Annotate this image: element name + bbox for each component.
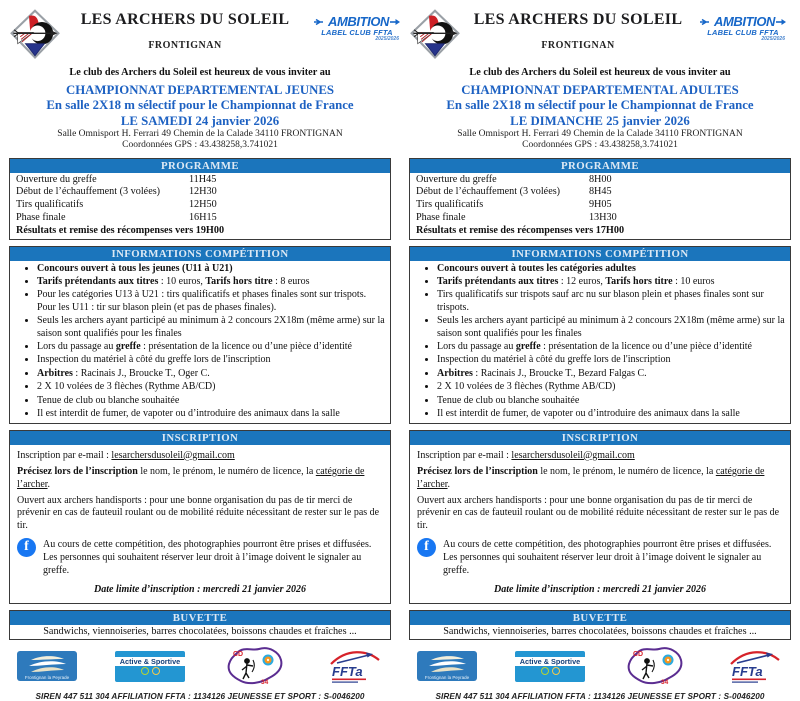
ambition-word: AMBITION bbox=[327, 14, 390, 29]
info-bullet bbox=[37, 408, 390, 420]
active-sportive-logo bbox=[115, 651, 185, 682]
text-run: : Racinais J., Broucke T., Oger C. bbox=[72, 367, 210, 379]
info-bullet bbox=[37, 341, 390, 353]
ambition-line1 bbox=[309, 15, 405, 29]
ambition-word: AMBITION bbox=[713, 14, 776, 29]
buvette-header: BUVETTE bbox=[410, 611, 790, 625]
programme-header: PROGRAMME bbox=[10, 159, 390, 173]
text-run: Seuls les archers ayant participé au minimum à 2 concours 2X18m (même arme) sur la saison sont qualifiés pour les finales bbox=[37, 315, 385, 339]
inscription-header: INSCRIPTION bbox=[10, 431, 390, 445]
laurel-rings-icon bbox=[541, 667, 560, 675]
arrow-right-icon bbox=[776, 18, 786, 26]
programme-row-label: Phase finale bbox=[416, 211, 466, 223]
ffta-logo bbox=[725, 646, 783, 686]
deadline-line: Date limite d’inscription : mercredi 21 janvier 2026 bbox=[494, 584, 706, 596]
text-run: Tarifs hors titre bbox=[605, 276, 673, 288]
text-run: : 8 euros bbox=[272, 276, 310, 288]
active-sportive-label: Active & Sportive bbox=[515, 657, 585, 666]
info-bullet bbox=[37, 315, 390, 340]
page-header bbox=[409, 8, 791, 61]
programme-row bbox=[416, 186, 784, 199]
invitation-line: Le club des Archers du Soleil est heureux de vous inviter au bbox=[69, 67, 331, 78]
dept-number: 34 bbox=[261, 679, 269, 687]
text-run: Tarifs hors titre bbox=[205, 276, 273, 288]
programme-table bbox=[410, 173, 790, 225]
text-run: : présentation de la licence ou d’une pièce d’identité bbox=[140, 340, 352, 352]
club-logo-icon bbox=[9, 9, 61, 61]
buvette-text: Sandwichs, viennoiseries, barres chocolatées, boissons chaudes et fraîches ... bbox=[443, 626, 757, 638]
photo-notice: Au cours de cette compétition, des photographies pourront être prises et diffusées. Les personnes qui souhaitent réserver leur droit à l’image doivent le signaler au greffe. bbox=[443, 539, 772, 576]
club-city: FRONTIGNAN bbox=[148, 40, 222, 51]
text-run: Tarifs prétendants aux titres bbox=[37, 276, 159, 288]
text-run: Arbitres bbox=[437, 367, 473, 379]
programme-row-label: Ouverture du greffe bbox=[16, 173, 97, 185]
inscription-header: INSCRIPTION bbox=[410, 431, 790, 445]
text-run: : présentation de la licence ou d’une pièce d’identité bbox=[540, 340, 752, 352]
programme-row-time: 11H45 bbox=[188, 173, 217, 185]
cd34-committee-logo bbox=[623, 644, 687, 688]
club-city: FRONTIGNAN bbox=[541, 40, 615, 51]
event-title-block bbox=[409, 83, 791, 152]
programme-row bbox=[416, 212, 784, 225]
event-gps: Coordonnées GPS : 43.438258,3.741021 bbox=[522, 140, 678, 151]
handisport-note: Ouvert aux archers handisports : pour une bonne organisation du pas de tir merci de prévenir en cas de fauteuil roulant ou de mobilité réduite nécessitant de rester sur le pas de tir. bbox=[17, 494, 380, 531]
programme-row-time: 16H15 bbox=[188, 211, 217, 223]
programme-row-label: Phase finale bbox=[16, 211, 66, 223]
cd-label: CD bbox=[233, 651, 244, 659]
competition-info-header: INFORMATIONS COMPÉTITION bbox=[10, 247, 390, 261]
email-line bbox=[417, 450, 783, 463]
club-logo-icon bbox=[409, 9, 461, 61]
programme-row bbox=[16, 174, 384, 187]
frontignan-city-logo bbox=[17, 651, 77, 681]
buvette-text: Sandwichs, viennoiseries, barres chocolatées, boissons chaudes et fraîches ... bbox=[43, 626, 357, 638]
frontignan-city-logo bbox=[417, 651, 477, 681]
page-header bbox=[9, 8, 399, 61]
active-sportive-label: Active & Sportive bbox=[115, 657, 185, 666]
info-bullet bbox=[437, 368, 790, 380]
event-subtitle: En salle 2X18 m sélectif pour le Championnat de France bbox=[46, 98, 354, 113]
arrow-left-icon bbox=[700, 18, 713, 26]
text-run: Précisez lors de l’inscription bbox=[17, 465, 138, 477]
email-link[interactable]: lesarchersdusoleil@gmail.com bbox=[511, 449, 635, 461]
text-run: Inscription par e-mail : bbox=[417, 449, 512, 461]
info-bullet bbox=[37, 289, 390, 314]
text-run: Arbitres bbox=[37, 367, 73, 379]
precision-line bbox=[17, 466, 383, 491]
text-run: : Racinais J., Broucke T., Bezard Falgas C. bbox=[472, 367, 647, 379]
info-bullet bbox=[437, 395, 790, 407]
event-gps: Coordonnées GPS : 43.438258,3.741021 bbox=[122, 140, 278, 151]
competition-info-header: INFORMATIONS COMPÉTITION bbox=[410, 247, 790, 261]
arrow-right-icon bbox=[390, 18, 400, 26]
text-run: Concours ouvert à tous les jeunes (U11 à U21) bbox=[37, 262, 233, 274]
arrow-left-icon bbox=[314, 18, 327, 26]
text-run: Lors du passage au bbox=[437, 340, 516, 352]
info-bullet bbox=[37, 263, 390, 275]
text-run: Concours ouvert à toutes les catégories adultes bbox=[437, 262, 636, 274]
facebook-icon bbox=[17, 538, 36, 557]
buvette-section bbox=[9, 610, 391, 640]
text-run: 2 X 10 volées de 3 flèches (Rythme AB/CD) bbox=[437, 381, 616, 393]
partner-logos bbox=[409, 644, 791, 688]
inscription-body bbox=[10, 445, 390, 603]
programme-table bbox=[10, 173, 390, 225]
text-run: 2 X 10 volées de 3 flèches (Rythme AB/CD) bbox=[37, 381, 216, 393]
info-bullet bbox=[37, 395, 390, 407]
programme-row-label: Tirs qualificatifs bbox=[16, 199, 84, 211]
event-date: LE DIMANCHE 25 janvier 2026 bbox=[510, 113, 690, 128]
text-run: greffe bbox=[115, 340, 141, 352]
info-bullet bbox=[437, 341, 790, 353]
ambition-line2: LABEL CLUB FFTA bbox=[321, 27, 393, 37]
text-run: Il est interdit de fumer, de vapoter ou d’introduire des animaux dans la salle bbox=[37, 407, 340, 419]
programme-row bbox=[16, 212, 384, 225]
siren-affiliation-line: SIREN 447 511 304 AFFILIATION FFTA : 1134126 JEUNESSE ET SPORT : S-0046200 bbox=[435, 692, 765, 701]
laurel-rings-icon bbox=[141, 667, 160, 675]
invitation-line: Le club des Archers du Soleil est heureux de vous inviter au bbox=[469, 67, 731, 78]
info-bullet bbox=[437, 263, 790, 275]
programme-row-label: Début de l’échauffement (3 volées) bbox=[16, 186, 161, 198]
info-bullet bbox=[437, 289, 790, 314]
ambition-season: 2025/2026 bbox=[375, 35, 399, 42]
programme-results: Résultats et remise des récompenses vers 19H00 bbox=[16, 225, 225, 237]
text-run: le nom, le prénom, le numéro de licence, la bbox=[137, 465, 316, 477]
event-title-block bbox=[9, 83, 391, 152]
dept-number: 34 bbox=[661, 679, 669, 687]
inscription-section bbox=[409, 430, 791, 604]
category-link[interactable]: catégorie de l’archer bbox=[17, 465, 365, 490]
programme-row-time: 12H30 bbox=[188, 186, 217, 198]
photo-notice-row bbox=[417, 536, 783, 581]
programme-row-time: 9H05 bbox=[588, 199, 612, 211]
email-line bbox=[17, 450, 383, 463]
ffta-logo bbox=[325, 646, 383, 686]
competition-info-section bbox=[409, 246, 791, 425]
deadline-line: Date limite d’inscription : mercredi 21 janvier 2026 bbox=[94, 584, 306, 596]
text-run: Tenue de club ou blanche souhaitée bbox=[437, 394, 580, 406]
programme-row bbox=[16, 199, 384, 212]
flyer-page bbox=[400, 0, 800, 701]
frontignan-logo-label: Frontignan la Peyrade bbox=[24, 675, 70, 681]
frontignan-logo-label: Frontignan la Peyrade bbox=[424, 675, 470, 681]
event-title: CHAMPIONNAT DEPARTEMENTAL JEUNES bbox=[65, 83, 335, 97]
handisport-note: Ouvert aux archers handisports : pour une bonne organisation du pas de tir merci de prévenir en cas de fauteuil roulant ou de mobilité réduite nécessitant de rester sur le pas de tir. bbox=[417, 494, 780, 531]
info-bullet bbox=[437, 381, 790, 393]
info-bullet bbox=[437, 276, 790, 288]
facebook-icon bbox=[417, 538, 436, 557]
ambition-line2: LABEL CLUB FFTA bbox=[707, 27, 779, 37]
ambition-line1 bbox=[695, 15, 791, 29]
photo-notice: Au cours de cette compétition, des photographies pourront être prises et diffusées. Les personnes qui souhaitent réserver leur droit à l’image doivent le signaler au greffe. bbox=[43, 539, 372, 576]
text-run: greffe bbox=[515, 340, 541, 352]
event-venue: Salle Omnisport H. Ferrari 49 Chemin de la Calade 34110 FRONTIGNAN bbox=[457, 129, 743, 140]
cd-label: CD bbox=[633, 651, 644, 659]
text-run: le nom, le prénom, le numéro de licence, la bbox=[537, 465, 716, 477]
event-date: LE SAMEDI 24 janvier 2026 bbox=[120, 113, 280, 128]
competition-info-section bbox=[9, 246, 391, 425]
info-bullet bbox=[437, 408, 790, 420]
competition-info-list bbox=[10, 263, 390, 421]
event-title: CHAMPIONNAT DEPARTEMENTAL ADULTES bbox=[461, 83, 739, 97]
text-run: Précisez lors de l’inscription bbox=[417, 465, 538, 477]
event-venue: Salle Omnisport H. Ferrari 49 Chemin de la Calade 34110 FRONTIGNAN bbox=[57, 129, 343, 140]
ambition-season: 2025/2026 bbox=[761, 35, 785, 42]
text-run: Tarifs prétendants aux titres bbox=[437, 276, 559, 288]
ffta-label: FFTa bbox=[732, 664, 763, 680]
text-run: Inscription par e-mail : bbox=[17, 449, 112, 461]
header-titles bbox=[461, 8, 695, 51]
text-run: Tirs qualificatifs sur trispots sauf arc nu sur blason plein et phases finales sont sur trispots. bbox=[437, 289, 764, 313]
buvette-section bbox=[409, 610, 791, 640]
active-sportive-logo bbox=[515, 651, 585, 682]
buvette-header: BUVETTE bbox=[10, 611, 390, 625]
text-run: Lors du passage au bbox=[37, 340, 116, 352]
programme-row bbox=[416, 174, 784, 187]
competition-info-list bbox=[410, 263, 790, 421]
text-run: . bbox=[447, 478, 451, 490]
partner-logos bbox=[9, 644, 391, 688]
info-bullet bbox=[37, 368, 390, 380]
siren-affiliation-line: SIREN 447 511 304 AFFILIATION FFTA : 1134126 JEUNESSE ET SPORT : S-0046200 bbox=[35, 692, 365, 701]
text-run: Pour les catégories U13 à U21 : tirs qualificatifs et phases finales sont sur trispots. Pour les U11 : tir sur blason plein (et pas de phases finales). bbox=[37, 289, 367, 313]
programme-results: Résultats et remise des récompenses vers 17H00 bbox=[416, 225, 625, 237]
info-bullet bbox=[37, 354, 390, 366]
programme-row-time: 8H45 bbox=[588, 186, 612, 198]
club-name: LES ARCHERS DU SOLEIL bbox=[473, 11, 683, 28]
ambition-label-logo bbox=[695, 8, 791, 42]
text-run: Il est interdit de fumer, de vapoter ou d’introduire des animaux dans la salle bbox=[437, 407, 740, 419]
text-run: Seuls les archers ayant participé au minimum à 2 concours 2X18m (même arme) sur la saison sont qualifiés pour les finales bbox=[437, 315, 785, 339]
club-name: LES ARCHERS DU SOLEIL bbox=[80, 11, 290, 28]
text-run: Tenue de club ou blanche souhaitée bbox=[37, 394, 180, 406]
programme-row-label: Début de l’échauffement (3 volées) bbox=[416, 186, 561, 198]
header-titles bbox=[61, 8, 309, 51]
programme-row-label: Ouverture du greffe bbox=[416, 173, 497, 185]
photo-notice-row bbox=[17, 536, 383, 581]
inscription-section bbox=[9, 430, 391, 604]
ffta-label: FFTa bbox=[332, 664, 363, 680]
programme-row-time: 13H30 bbox=[588, 211, 617, 223]
info-bullet bbox=[37, 276, 390, 288]
programme-section bbox=[9, 158, 391, 240]
precision-line bbox=[417, 466, 783, 491]
info-bullet bbox=[437, 315, 790, 340]
info-bullet bbox=[437, 354, 790, 366]
programme-row-label: Tirs qualificatifs bbox=[416, 199, 484, 211]
text-run: . bbox=[47, 478, 51, 490]
programme-row-time: 8H00 bbox=[588, 173, 612, 185]
text-run: : 10 euros bbox=[672, 276, 715, 288]
programme-section bbox=[409, 158, 791, 240]
info-bullet bbox=[37, 381, 390, 393]
text-run: : 10 euros, bbox=[158, 276, 206, 288]
page-footer bbox=[409, 640, 791, 701]
email-link[interactable]: lesarchersdusoleil@gmail.com bbox=[111, 449, 235, 461]
programme-row-time: 12H50 bbox=[188, 199, 217, 211]
event-subtitle: En salle 2X18 m sélectif pour le Championnat de France bbox=[446, 98, 754, 113]
programme-row bbox=[16, 186, 384, 199]
programme-header: PROGRAMME bbox=[410, 159, 790, 173]
category-link[interactable]: catégorie de l’archer bbox=[417, 465, 765, 490]
ambition-label-logo bbox=[309, 8, 405, 42]
text-run: : 12 euros, bbox=[558, 276, 606, 288]
text-run: Inspection du matériel à côté du greffe lors de l'inscription bbox=[37, 354, 271, 366]
programme-row bbox=[416, 199, 784, 212]
page-footer bbox=[9, 640, 391, 701]
text-run: Inspection du matériel à côté du greffe lors de l'inscription bbox=[437, 354, 671, 366]
inscription-body bbox=[410, 445, 790, 603]
cd34-committee-logo bbox=[223, 644, 287, 688]
